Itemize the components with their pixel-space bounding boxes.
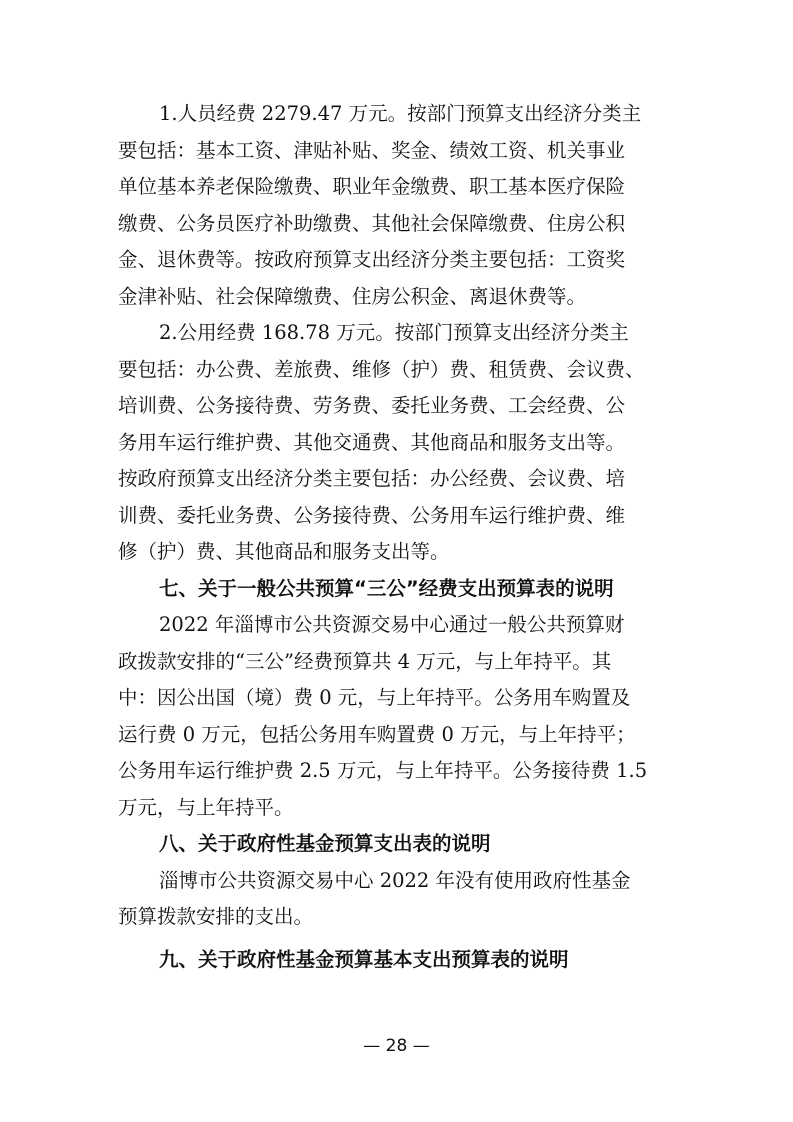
personnel-expense-paragraph — [118, 96, 680, 315]
text-line: 预算拨款安排的支出。 — [118, 905, 314, 928]
text-line: 单位基本养老保险缴费、职业年金缴费、职工基本医疗保险 — [118, 175, 626, 198]
text-line: 要包括：基本工资、津贴补贴、奖金、绩效工资、机关事业 — [118, 138, 626, 162]
section-8-paragraph — [118, 863, 680, 936]
document-body — [118, 96, 680, 978]
public-expense-paragraph — [118, 315, 680, 571]
text-line: 训费、委托业务费、公务接待费、公务用车运行维护费、维 — [118, 503, 626, 527]
text-line: 政拨款安排的“三公”经费预算共 4 万元，与上年持平。其 — [118, 649, 612, 673]
section-7-heading: 七、关于一般公共预算“三公”经费支出预算表的说明 — [159, 576, 614, 600]
text-line: 按政府预算支出经济分类主要包括：办公经费、会议费、培 — [118, 467, 626, 490]
section-8-heading: 八、关于政府性基金预算支出表的说明 — [159, 832, 491, 855]
section-9-heading: 九、关于政府性基金预算基本支出预算表的说明 — [159, 947, 569, 971]
text-line: 万元，与上年持平。 — [118, 795, 294, 819]
text-line: 培训费、公务接待费、劳务费、委托业务费、工会经费、公 — [118, 394, 626, 417]
text-line: 2022 年淄博市公共资源交易中心通过一般公共预算财 — [159, 613, 625, 636]
text-line: 中：因公出国（境）费 0 元，与上年持平。公务用车购置及 — [118, 686, 631, 709]
text-line: 金津补贴、社会保障缴费、住房公积金、离退休费等。 — [118, 284, 587, 308]
page-number: — 28 — — [363, 1036, 430, 1056]
text-line: 1.人员经费 2279.47 万元。按部门预算支出经济分类主 — [159, 102, 642, 125]
text-line: 淄博市公共资源交易中心 2022 年没有使用政府性基金 — [159, 868, 631, 892]
text-line: 要包括：办公费、差旅费、维修（护）费、租赁费、会议费、 — [118, 357, 645, 381]
text-line: 修（护）费、其他商品和服务支出等。 — [118, 540, 450, 563]
text-line: 2.公用经费 168.78 万元。按部门预算支出经济分类主 — [159, 321, 629, 344]
text-line: 公务用车运行维护费 2.5 万元，与上年持平。公务接待费 1.5 — [118, 759, 648, 782]
text-line: 务用车运行维护费、其他交通费、其他商品和服务支出等。 — [118, 430, 626, 454]
text-line: 运行费 0 万元，包括公务用车购置费 0 万元，与上年持平； — [118, 722, 636, 746]
section-7-paragraph — [118, 607, 680, 826]
text-line: 缴费、公务员医疗补助缴费、其他社会保障缴费、住房公积 — [118, 211, 626, 235]
text-line: 金、退休费等。按政府预算支出经济分类主要包括：工资奖 — [118, 248, 626, 271]
